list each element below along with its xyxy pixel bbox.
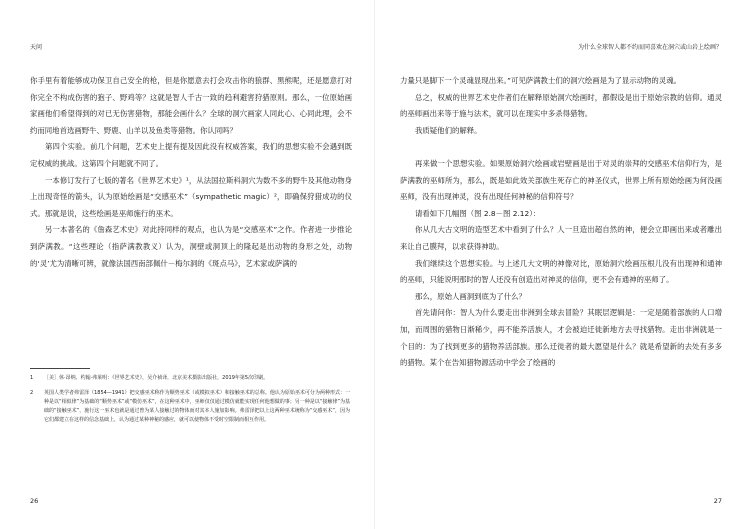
footnote <box>30 374 350 383</box>
paragraph: 我质疑他们的解释。 <box>415 125 482 135</box>
footnote-divider <box>30 368 90 369</box>
footnote-number: 1 <box>30 375 34 381</box>
paragraph: 你从几大古文明的造型艺术中看到了什么？人一旦造出超自然的神，便会立即画出来或者雕出来让自己膜拜，以求获得神助。 <box>400 225 722 251</box>
right-page-number: 27 <box>713 497 722 505</box>
paragraph: 我们继续这个思想实验。与上述几大文明的神像对比，原始洞穴绘画压根儿没有出现神和通神的巫师，只能说明那时的智人还没有创造出对神灵的信仰，更不会有通神的巫师了。 <box>400 258 722 285</box>
paragraph: 再来做一个思想实验。如果原始洞穴绘画或岩壁画是出于对灵的崇拜的交感巫术信仰行为，是萨满教的巫师所为，那么，既是如此效关部族生死存亡的神圣仪式，世界上所有原始绘画为何没画巫师，没有出现神灵，没有出现任何神秘的信仰符号？ <box>400 158 722 202</box>
paragraph: 总之，权威的世界艺术史作者们在解释原始洞穴绘画时，都假设是出于原始宗教的信仰。通灵的巫师画出来等于施与法术，就可以在现实中多杀得猎物。 <box>400 92 722 119</box>
right-page <box>375 0 750 529</box>
right-body-text <box>400 73 722 372</box>
paragraph: 力量只是脚下一个灵魂显现出来。”可见萨满教士们的洞穴绘画是为了显示动物的灵魂。 <box>400 76 681 85</box>
left-running-head: 天问 <box>30 44 43 51</box>
paragraph: 第四个实验。前几个问题，艺术史上提有提及因此没有权威答案，我们的思想实验不会遇到既定权威的挑战。这第四个问题就不同了。 <box>30 142 352 168</box>
paragraph: 你手里有着能够成功保卫自己安全的枪，但是你愿意去打会攻击你的狼群、黑熊呢，还是愿意打对你完全不构成伤害的狍子、野鸡等？这就是智人千古一致的趋利避害狩猎原则。那么，一位原始画家画他们希望得到的对已无伤害猎物，那能会画什么？全球的洞穴画家人同此心、心同此理，会不约而同地首选画野牛、野鹿、山羊以及鱼类等猎物。你认同吗？ <box>30 76 352 135</box>
footnote-number: 2 <box>30 390 34 396</box>
paragraph: 首先请问你：智人为什么要走出非洲到全球去冒险？其眠层逻辑是：一定是随着部族的人口增加，而周围的猎物日渐稀少，再不能养活族人，才会被迫迁徙新地方去寻找猎物。走出非洲就是一个目的：为了找到更多的猎物养活部族。那么迁徙者的最大愿望是什么？就是希望新的去处有多多的猎物。某个在告知猎物源活动中学会了绘画的 <box>400 308 722 368</box>
footnote <box>30 389 350 425</box>
footnote-text: ［美］休·昂纳、约翰·弗莱明：《世界艺术史》，吴介祯译，北京美术摄影出版社，2019年第5次印刷。 <box>44 375 269 381</box>
footnote-text: 英国人类学者弗雷泽（1854—1941）把交感巫术称作为顺势巫术（或模拟巫术）和接触巫术的总称。他认为原始巫术可分为两种形式：一种是以“相似律”为基础的“顺势巫术”或“模仿巫术”，在这种巫术中，巫师仅仅通过模仿就能实现任何他想做的事；另一种是以“接触律”为基础的“接触巫术”，施行这一巫术也就是通过曾为某人接触过的物体而对其本人施加影响。弗雷泽把以上这两种巫术统称为“交感巫术”，因为它们都建立在这样的信念基础上，认为通过某种神秘的感应，就可以使物体不受时空限制而相互作用。 <box>44 390 350 423</box>
paragraph: 一本修订发行了七版的著名《世界艺术史》¹，从法国拉斯科洞穴为数不多的野牛及其他动物身上出现奇怪的箭头，认为原始绘画是“交感巫术”（sympathetic magic）²，即确保狩猎成功的仪式。那就是说，这些绘画是巫师施行的巫术。 <box>30 175 352 218</box>
paragraph: 那么，原始人画洞到底为了什么？ <box>415 291 526 301</box>
paragraph: 另一本著名的《詹森艺术史》对此持同样的观点，也认为是“交感巫术”之作。作者进一步推论到萨满教。“这些理论（指萨满教教义）认为，洞壁或洞顶上的隆起是出动物的身形之处，动物的‘灵’尤为清晰可辨，就像法国西南部佩什－梅尔洞的《斑点马》，艺术家或萨满的 <box>30 225 352 268</box>
right-running-head: 为什么全球智人都不约而同喜欢在洞穴或山岩上绘画？ <box>577 44 722 51</box>
paragraph: 请看如下几幅图（图 2.8－图 2.12）： <box>415 208 541 218</box>
left-page-number: 26 <box>30 497 39 505</box>
footnotes <box>30 374 350 431</box>
left-body-text <box>30 73 352 272</box>
